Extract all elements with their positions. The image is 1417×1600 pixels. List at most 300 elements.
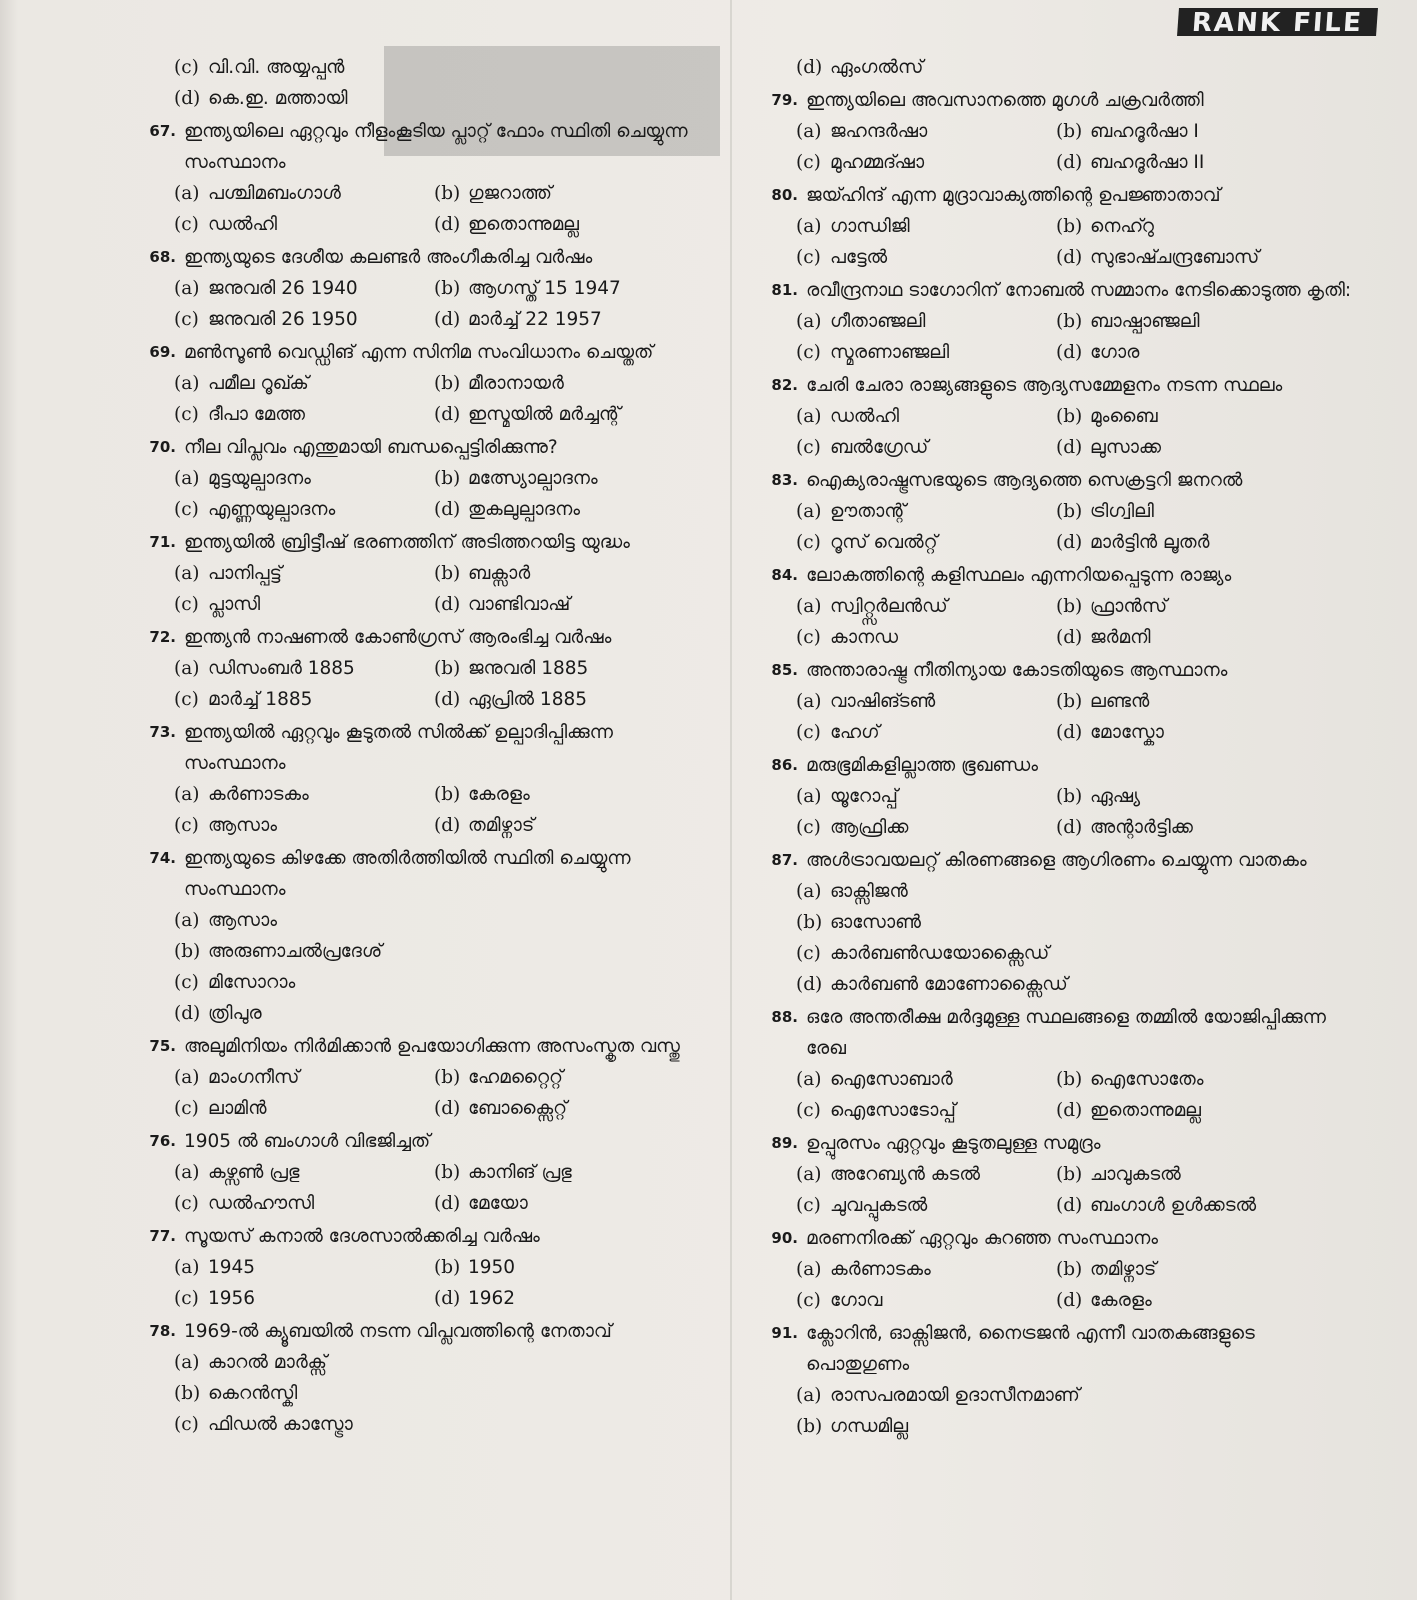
- question-line: [762, 465, 1362, 496]
- option: [174, 368, 434, 399]
- options: [796, 876, 1362, 1000]
- question-text: അൾട്രാവയലറ്റ് കിരണങ്ങളെ ആഗിരണം ചെയ്യുന്ന വാതകം: [806, 850, 1307, 871]
- option-text: സ്മരണാഞ്ജലി: [830, 342, 950, 363]
- option-text: കർണാടകം: [830, 1259, 931, 1280]
- option-label: (c): [796, 342, 821, 363]
- options: [796, 1380, 1362, 1442]
- option-label: (c): [174, 689, 199, 710]
- option-label: (d): [1056, 1290, 1083, 1311]
- question-text: ഇന്ത്യയുടെ ദേശീയ കലണ്ടർ അംഗീകരിച്ച വർഷം: [184, 247, 593, 268]
- option: [174, 399, 434, 430]
- question-line: [140, 527, 720, 558]
- option-text: മുട്ടയുല്പാദനം: [208, 468, 311, 489]
- option-label: (c): [174, 404, 199, 425]
- option: [796, 52, 1362, 83]
- option-label: (c): [796, 943, 821, 964]
- option-text: 1956: [208, 1288, 256, 1309]
- option-label: (c): [796, 1195, 821, 1216]
- question: [140, 1126, 720, 1219]
- options: [174, 905, 720, 1029]
- option: [796, 1190, 1056, 1221]
- option: [1056, 242, 1362, 273]
- option-label: (d): [434, 499, 461, 520]
- option: [1056, 496, 1362, 527]
- option: [1056, 622, 1362, 653]
- question-line: [140, 622, 720, 653]
- option: [174, 1252, 434, 1283]
- option: [796, 1064, 1056, 1095]
- option: [1056, 1095, 1362, 1126]
- option: [174, 558, 434, 589]
- option-text: ഇതൊന്നുമല്ല: [1090, 1100, 1202, 1121]
- option-label: (d): [434, 1193, 461, 1214]
- option-label: (d): [434, 214, 461, 235]
- option-label: (b): [1056, 406, 1083, 427]
- option-label: (a): [174, 910, 200, 931]
- option-label: (b): [1056, 216, 1083, 237]
- option-text: ആസാം: [208, 815, 277, 836]
- options: [796, 1159, 1362, 1221]
- option-label: (c): [796, 247, 821, 268]
- question: [140, 116, 720, 240]
- option: [796, 527, 1056, 558]
- question: [762, 560, 1362, 653]
- option-text: ഡൽഹി: [830, 406, 899, 427]
- question: [762, 275, 1362, 368]
- option: [174, 1347, 720, 1378]
- option-text: ബക്സാർ: [468, 563, 531, 584]
- option: [174, 1062, 434, 1093]
- option: [174, 494, 434, 525]
- option: [174, 684, 434, 715]
- option: [434, 494, 720, 525]
- option-label: (b): [434, 183, 461, 204]
- option: [174, 998, 720, 1029]
- options: [796, 52, 1362, 83]
- question-line: [762, 275, 1362, 306]
- option: [174, 779, 434, 810]
- option: [796, 781, 1056, 812]
- option-text: വി.വി. അയ്യപ്പൻ: [208, 57, 345, 78]
- option-label: (c): [174, 815, 199, 836]
- option: [174, 209, 434, 240]
- option-text: അന്റാർട്ടിക്ക: [1090, 817, 1193, 838]
- option: [1056, 527, 1362, 558]
- question-line: [140, 1221, 720, 1252]
- question-line: [762, 560, 1362, 591]
- question-number: 83.: [771, 471, 798, 489]
- option-text: ആസാം: [208, 910, 277, 931]
- option-text: കാനഡ: [830, 627, 899, 648]
- option: [174, 967, 720, 998]
- option-text: ജർമനി: [1090, 627, 1151, 648]
- option-label: (d): [1056, 437, 1083, 458]
- option: [1056, 147, 1362, 178]
- option-text: ചാവുകടൽ: [1090, 1164, 1181, 1185]
- option: [796, 242, 1056, 273]
- option: [434, 558, 720, 589]
- option: [434, 1157, 720, 1188]
- question: [762, 1128, 1362, 1221]
- option-text: ഗോവ: [830, 1290, 883, 1311]
- option: [174, 1283, 434, 1314]
- option-text: പട്ടേൽ: [830, 247, 888, 268]
- option-text: 1962: [468, 1288, 516, 1309]
- question-number: 81.: [771, 281, 798, 299]
- option: [796, 938, 1362, 969]
- options: [174, 1062, 720, 1124]
- option-label: (c): [174, 499, 199, 520]
- option-text: ഡൽഹൗസി: [208, 1193, 315, 1214]
- option: [434, 1188, 720, 1219]
- option-label: (b): [434, 784, 461, 805]
- question-line: [762, 655, 1362, 686]
- option-text: രാസപരമായി ഉദാസീനമാണ്: [830, 1385, 1080, 1406]
- option-label: (b): [1056, 121, 1083, 142]
- option: [1056, 717, 1362, 748]
- option-text: കേരളം: [468, 784, 530, 805]
- option-label: (d): [434, 594, 461, 615]
- option-label: (d): [1056, 342, 1083, 363]
- options: [796, 686, 1362, 748]
- question-text: മരണനിരക്ക് ഏറ്റവും കുറഞ്ഞ സംസ്ഥാനം: [806, 1228, 1159, 1249]
- options: [796, 401, 1362, 463]
- option-text: ഹേമറ്റൈറ്റ്: [468, 1067, 564, 1088]
- option-label: (d): [796, 57, 823, 78]
- column-gutter: [730, 0, 732, 1600]
- question-number: 87.: [771, 851, 798, 869]
- option-label: (a): [796, 786, 822, 807]
- question: [762, 370, 1362, 463]
- option: [1056, 432, 1362, 463]
- option-text: കെറൻസ്കി: [208, 1383, 298, 1404]
- option-text: അരുണാചൽപ്രദേശ്: [208, 941, 383, 962]
- option: [796, 337, 1056, 368]
- option-label: (d): [434, 309, 461, 330]
- question-number: 84.: [771, 566, 798, 584]
- option-text: പാനിപ്പട്ട്: [208, 563, 282, 584]
- option-label: (a): [796, 406, 822, 427]
- option-text: കർണാടകം: [208, 784, 309, 805]
- question-number: 78.: [149, 1322, 176, 1340]
- option-text: തമിഴ്നാട്: [468, 815, 535, 836]
- option-text: ഫിഡൽ കാസ്ട്രോ: [208, 1414, 353, 1435]
- option: [434, 653, 720, 684]
- option-label: (d): [1056, 722, 1083, 743]
- option-label: (b): [434, 658, 461, 679]
- option-text: ബംഗാൾ ഉൾക്കടൽ: [1090, 1195, 1257, 1216]
- option-label: (a): [796, 1385, 822, 1406]
- option-text: മാർച്ച് 22 1957: [468, 309, 602, 330]
- option: [174, 1188, 434, 1219]
- option-text: ഏപ്രിൽ 1885: [468, 689, 588, 710]
- option-label: (b): [1056, 1164, 1083, 1185]
- option: [1056, 1285, 1362, 1316]
- option: [796, 717, 1056, 748]
- question-number: 72.: [149, 628, 176, 646]
- question-number: 79.: [771, 91, 798, 109]
- options: [174, 368, 720, 430]
- question: [762, 1318, 1362, 1442]
- option-text: ലാമിൻ: [208, 1098, 267, 1119]
- option-label: (b): [1056, 1069, 1083, 1090]
- question-number: 76.: [149, 1132, 176, 1150]
- options: [796, 116, 1362, 178]
- option: [1056, 1064, 1362, 1095]
- option: [174, 83, 720, 114]
- option: [1056, 781, 1362, 812]
- option-label: (a): [174, 1257, 200, 1278]
- question-text: മൺസൂൺ വെഡ്ഡിങ് എന്ന സിനിമ സംവിധാനം ചെയ്തത്: [184, 342, 654, 363]
- question-number: 75.: [149, 1037, 176, 1055]
- option: [434, 368, 720, 399]
- option-text: ത്രിപുര: [208, 1003, 262, 1024]
- option-label: (a): [796, 216, 822, 237]
- option: [1056, 337, 1362, 368]
- question-text: ക്ലോറിൻ, ഓക്സിജൻ, നൈട്രജൻ എന്നീ വാതകങ്ങളുടെ പൊതുഗുണം: [806, 1323, 1255, 1375]
- option-label: (b): [1056, 501, 1083, 522]
- option-label: (c): [174, 57, 199, 78]
- option: [1056, 1190, 1362, 1221]
- question-line: [140, 242, 720, 273]
- options: [796, 1254, 1362, 1316]
- option-label: (a): [796, 1069, 822, 1090]
- option-text: ഏഷ്യ: [1090, 786, 1141, 807]
- option: [434, 684, 720, 715]
- option: [1056, 211, 1362, 242]
- option-text: മാർച്ച് 1885: [208, 689, 313, 710]
- option-text: മാംഗനീസ്: [208, 1067, 300, 1088]
- question-line: [762, 750, 1362, 781]
- question: [140, 622, 720, 715]
- question-line: [762, 1002, 1362, 1064]
- question: [140, 527, 720, 620]
- option-label: (c): [796, 1290, 821, 1311]
- question-text: ഉപ്പുരസം ഏറ്റവും കൂടുതലുള്ള സമുദ്രം: [806, 1133, 1101, 1154]
- option-label: (c): [174, 309, 199, 330]
- question-number: 90.: [771, 1229, 798, 1247]
- question-text: ഇന്ത്യയിൽ ഏറ്റവും കൂടുതൽ സിൽക്ക് ഉല്പാദിപ്പിക്കുന്ന സംസ്ഥാനം: [184, 722, 613, 774]
- option-text: പശ്ചിമബംഗാൾ: [208, 183, 341, 204]
- question-number: 70.: [149, 438, 176, 456]
- option-text: പമീല റൂഖ്ക്: [208, 373, 309, 394]
- option: [174, 463, 434, 494]
- option-text: ലണ്ടൻ: [1090, 691, 1150, 712]
- question-number: 71.: [149, 533, 176, 551]
- option: [796, 432, 1056, 463]
- option-text: ഗുജറാത്ത്: [468, 183, 552, 204]
- right-column: [762, 52, 1362, 1444]
- question: [140, 242, 720, 335]
- option: [1056, 1159, 1362, 1190]
- option-label: (b): [434, 278, 461, 299]
- question-number: 73.: [149, 723, 176, 741]
- option-label: (d): [434, 689, 461, 710]
- question-text: ഇന്ത്യയിൽ ബ്രിട്ടീഷ് ഭരണത്തിന് അടിത്തറയിട്ട യുദ്ധം: [184, 532, 630, 553]
- option-text: ബഹദൂർഷാ I: [1090, 121, 1199, 142]
- option-text: കേരളം: [1090, 1290, 1152, 1311]
- left-column: [140, 52, 720, 1442]
- option-text: മിസോറാം: [208, 972, 296, 993]
- question: [140, 432, 720, 525]
- question-line: [140, 1316, 720, 1347]
- question-text: അലുമിനിയം നിർമിക്കാൻ ഉപയോഗിക്കുന്ന അസംസ്കൃത വസ്തു: [184, 1036, 680, 1057]
- option-label: (b): [796, 1416, 823, 1437]
- option-label: (b): [434, 1162, 461, 1183]
- option-label: (b): [434, 373, 461, 394]
- option-text: ഹേഗ്: [830, 722, 880, 743]
- option-text: ലുസാക്ക: [1090, 437, 1161, 458]
- question: [762, 750, 1362, 843]
- option-label: (b): [796, 912, 823, 933]
- option: [796, 306, 1056, 337]
- option-text: ട്രിഗ്വിലി: [1090, 501, 1154, 522]
- option-label: (d): [1056, 817, 1083, 838]
- option: [434, 810, 720, 841]
- option-text: മത്സ്യോല്പാദനം: [468, 468, 598, 489]
- question: [140, 1031, 720, 1124]
- option: [434, 1283, 720, 1314]
- option: [434, 399, 720, 430]
- question-text: ഇന്ത്യയുടെ കിഴക്കേ അതിർത്തിയിൽ സ്ഥിതി ചെയ്യുന്ന സംസ്ഥാനം: [184, 848, 631, 900]
- question-text: ഐക്യരാഷ്ട്രസഭയുടെ ആദ്യത്തെ സെക്രട്ടറി ജനറൽ: [806, 470, 1243, 491]
- option-text: കഴ്സൺ പ്രഭു: [208, 1162, 300, 1183]
- option-label: (c): [174, 1193, 199, 1214]
- option-label: (c): [796, 437, 821, 458]
- option-label: (b): [434, 563, 461, 584]
- question-text: ഒരേ അന്തരീക്ഷ മർദ്ദമുള്ള സ്ഥലങ്ങളെ തമ്മിൽ യോജിപ്പിക്കുന്ന രേഖ: [806, 1007, 1326, 1059]
- option-label: (a): [796, 881, 822, 902]
- option-text: കാറൽ മാർക്സ്: [208, 1352, 327, 1373]
- question-number: 85.: [771, 661, 798, 679]
- question-line: [140, 116, 720, 178]
- option-text: കാനിങ് പ്രഭു: [468, 1162, 572, 1183]
- option-label: (a): [796, 1259, 822, 1280]
- option: [174, 653, 434, 684]
- option-label: (a): [796, 501, 822, 522]
- question-text: ലോകത്തിന്റെ കളിസ്ഥലം എന്നറിയപ്പെടുന്ന രാജ്യം: [806, 565, 1232, 586]
- options: [796, 781, 1362, 843]
- option: [174, 1093, 434, 1124]
- options: [174, 463, 720, 525]
- question-text: ജയ്ഹിന്ദ് എന്ന മുദ്രാവാക്യത്തിന്റെ ഉപജ്ഞാതാവ്: [806, 185, 1221, 206]
- option: [796, 496, 1056, 527]
- option-label: (a): [796, 311, 822, 332]
- option: [434, 273, 720, 304]
- option-label: (a): [174, 658, 200, 679]
- question-line: [140, 1126, 720, 1157]
- option-label: (c): [796, 722, 821, 743]
- question: [762, 85, 1362, 178]
- option-text: ഫ്രാൻസ്: [1090, 596, 1168, 617]
- option: [796, 401, 1056, 432]
- option: [796, 1380, 1362, 1411]
- option-label: (b): [174, 1383, 201, 1404]
- option-label: (c): [174, 594, 199, 615]
- option: [796, 1254, 1056, 1285]
- option-text: കാർബൺ മോണോക്സൈഡ്: [830, 974, 1068, 995]
- option: [1056, 812, 1362, 843]
- question-text: 1905 ൽ ബംഗാൾ വിഭജിച്ചത്: [184, 1131, 431, 1152]
- option-text: ഇസ്മയിൽ മർച്ചന്റ്: [468, 404, 621, 425]
- option-text: ഐസോതേം: [1090, 1069, 1204, 1090]
- question-number: 74.: [149, 849, 176, 867]
- question-number: 89.: [771, 1134, 798, 1152]
- option-text: അറേബ്യൻ കടൽ: [830, 1164, 980, 1185]
- option-text: പ്ലാസി: [208, 594, 261, 615]
- question-number: 82.: [771, 376, 798, 394]
- option-text: സുഭാഷ്ചന്ദ്രബോസ്: [1090, 247, 1260, 268]
- option-text: ബാഷ്പാഞ്ജലി: [1090, 311, 1200, 332]
- option: [174, 1157, 434, 1188]
- option-text: ആഗസ്ത് 15 1947: [468, 278, 621, 299]
- question-line: [762, 85, 1362, 116]
- option: [796, 147, 1056, 178]
- option-text: ഊതാന്റ്: [830, 501, 906, 522]
- options: [174, 1252, 720, 1314]
- option-label: (c): [796, 532, 821, 553]
- option-label: (b): [1056, 311, 1083, 332]
- option: [174, 1378, 720, 1409]
- option-label: (a): [174, 1352, 200, 1373]
- option: [796, 1159, 1056, 1190]
- options: [174, 779, 720, 841]
- option-label: (c): [796, 627, 821, 648]
- option-text: മുംബൈ: [1090, 406, 1158, 427]
- option-text: ഡൽഹി: [208, 214, 277, 235]
- option-text: മേയോ: [468, 1193, 528, 1214]
- option-label: (d): [1056, 627, 1083, 648]
- option-text: കാർബൺഡയോക്സൈഡ്: [830, 943, 1050, 964]
- option-text: നെഹ്റു: [1090, 216, 1154, 237]
- options: [174, 558, 720, 620]
- option-text: റൂസ് വെൽറ്റ്: [830, 532, 938, 553]
- option: [1056, 591, 1362, 622]
- option-text: ഐസോടോപ്പ്: [830, 1100, 956, 1121]
- option: [174, 1409, 720, 1440]
- question: [762, 1002, 1362, 1126]
- option-label: (a): [796, 691, 822, 712]
- option-text: തമിഴ്നാട്: [1090, 1259, 1157, 1280]
- option-text: ഐസോബാർ: [830, 1069, 953, 1090]
- question: [762, 52, 1362, 83]
- question: [140, 1316, 720, 1440]
- option: [796, 591, 1056, 622]
- option: [1056, 1254, 1362, 1285]
- option-label: (c): [174, 214, 199, 235]
- option-text: ഇതൊന്നുമല്ല: [468, 214, 580, 235]
- option: [1056, 116, 1362, 147]
- option-label: (b): [434, 1257, 461, 1278]
- option: [796, 622, 1056, 653]
- option-label: (a): [174, 183, 200, 204]
- question-text: മരുഭൂമികളില്ലാത്ത ഭൂഖണ്ഡം: [806, 755, 1038, 776]
- option: [796, 1285, 1056, 1316]
- question-line: [140, 843, 720, 905]
- question-number: 69.: [149, 343, 176, 361]
- question-number: 88.: [771, 1008, 798, 1026]
- option-text: ജനുവരി 26 1940: [208, 278, 358, 299]
- option: [174, 178, 434, 209]
- question-line: [762, 180, 1362, 211]
- option-label: (a): [174, 278, 200, 299]
- option-text: ഓക്സിജൻ: [830, 881, 908, 902]
- option: [434, 178, 720, 209]
- options: [174, 1157, 720, 1219]
- option-text: സ്വിറ്റ്സർലൻഡ്: [830, 596, 948, 617]
- option-label: (b): [1056, 1259, 1083, 1280]
- options: [796, 211, 1362, 273]
